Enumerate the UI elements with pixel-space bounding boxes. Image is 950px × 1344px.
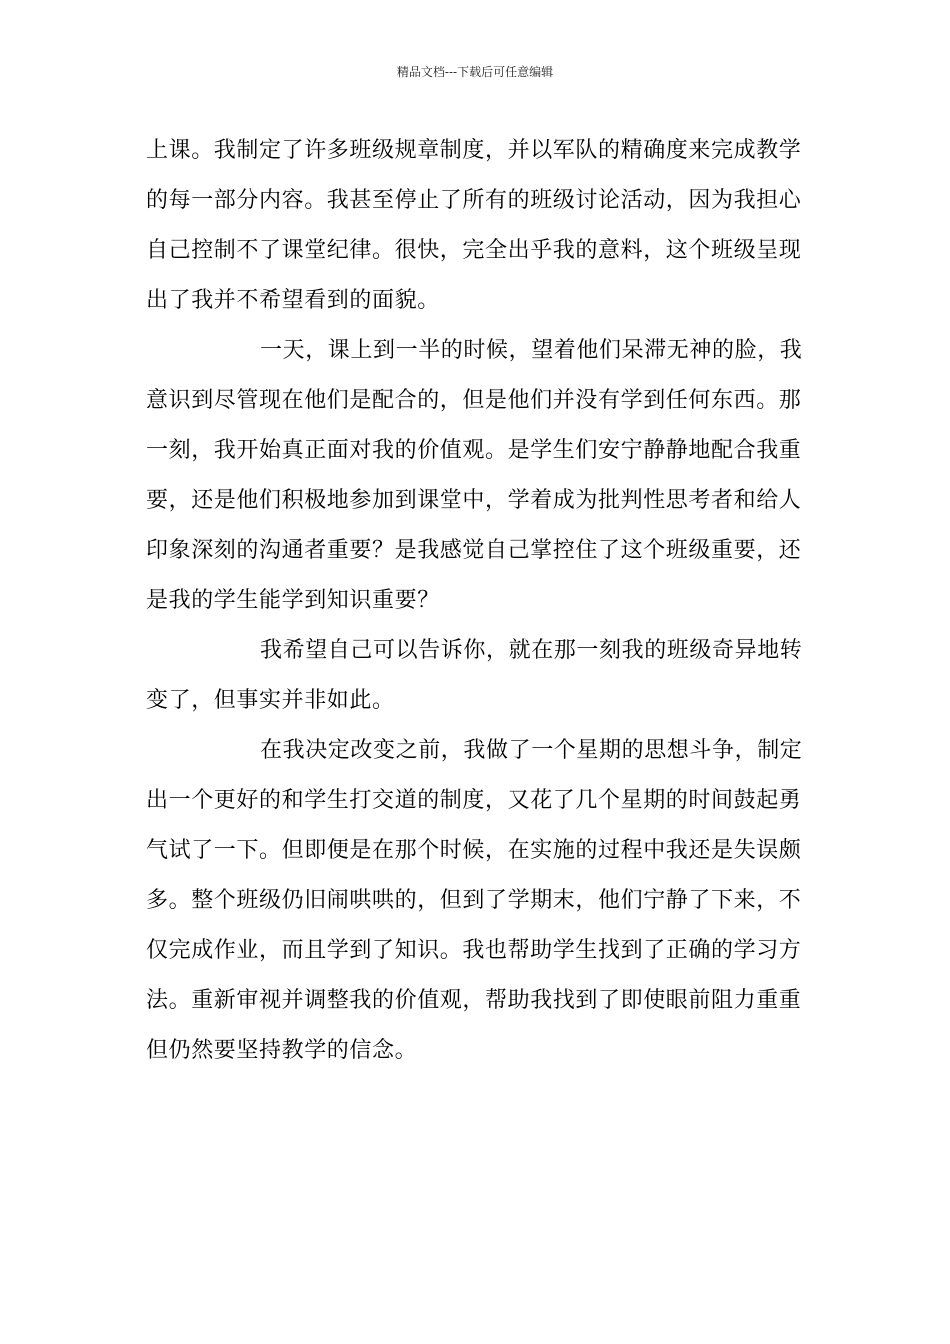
- text-line: 但仍然要坚持教学的信念。: [146, 1038, 418, 1063]
- paragraph-first-line: 我希望自己可以告诉你，就在那一刻我的班级奇异地转: [260, 638, 803, 663]
- text-line: 一刻，我开始真正面对我的价值观。是学生们安宁静静地配合我重: [146, 438, 802, 463]
- text-line: 意识到尽管现在他们是配合的，但是他们并没有学到任何东西。那: [146, 388, 802, 413]
- paragraph-first-line: 在我决定改变之前，我做了一个星期的思想斗争，制定: [260, 738, 803, 763]
- text-line: 出一个更好的和学生打交道的制度，又花了几个星期的时间鼓起勇: [146, 788, 802, 813]
- page-header: 精品文档---下载后可任意编辑: [396, 65, 554, 79]
- text-line: 变了，但事实并非如此。: [146, 688, 395, 713]
- text-line: 印象深刻的沟通者重要？是我感觉自己掌控住了这个班级重要，还: [146, 538, 802, 563]
- text-line: 出了我并不希望看到的面貌。: [146, 288, 440, 313]
- text-line: 仅完成作业，而且学到了知识。我也帮助学生找到了正确的学习方: [146, 938, 802, 963]
- text-line: 气试了一下。但即便是在那个时候，在实施的过程中我还是失误颇: [146, 838, 802, 863]
- paragraph-first-line: 一天，课上到一半的时候，望着他们呆滞无神的脸，我: [260, 338, 803, 363]
- text-line: 多。整个班级仍旧闹哄哄的，但到了学期末，他们宁静了下来，不: [146, 888, 802, 913]
- text-line: 自己控制不了课堂纪律。很快，完全出乎我的意料，这个班级呈现: [146, 238, 802, 263]
- text-line: 是我的学生能学到知识重要？: [146, 588, 440, 613]
- text-line: 法。重新审视并调整我的价值观，帮助我找到了即使眼前阻力重重: [146, 988, 802, 1013]
- text-line: 上课。我制定了许多班级规章制度，并以军队的精确度来完成教学: [146, 138, 802, 163]
- text-line: 的每一部分内容。我甚至停止了所有的班级讨论活动，因为我担心: [146, 188, 802, 213]
- text-line: 要，还是他们积极地参加到课堂中，学着成为批判性思考者和给人: [146, 488, 802, 513]
